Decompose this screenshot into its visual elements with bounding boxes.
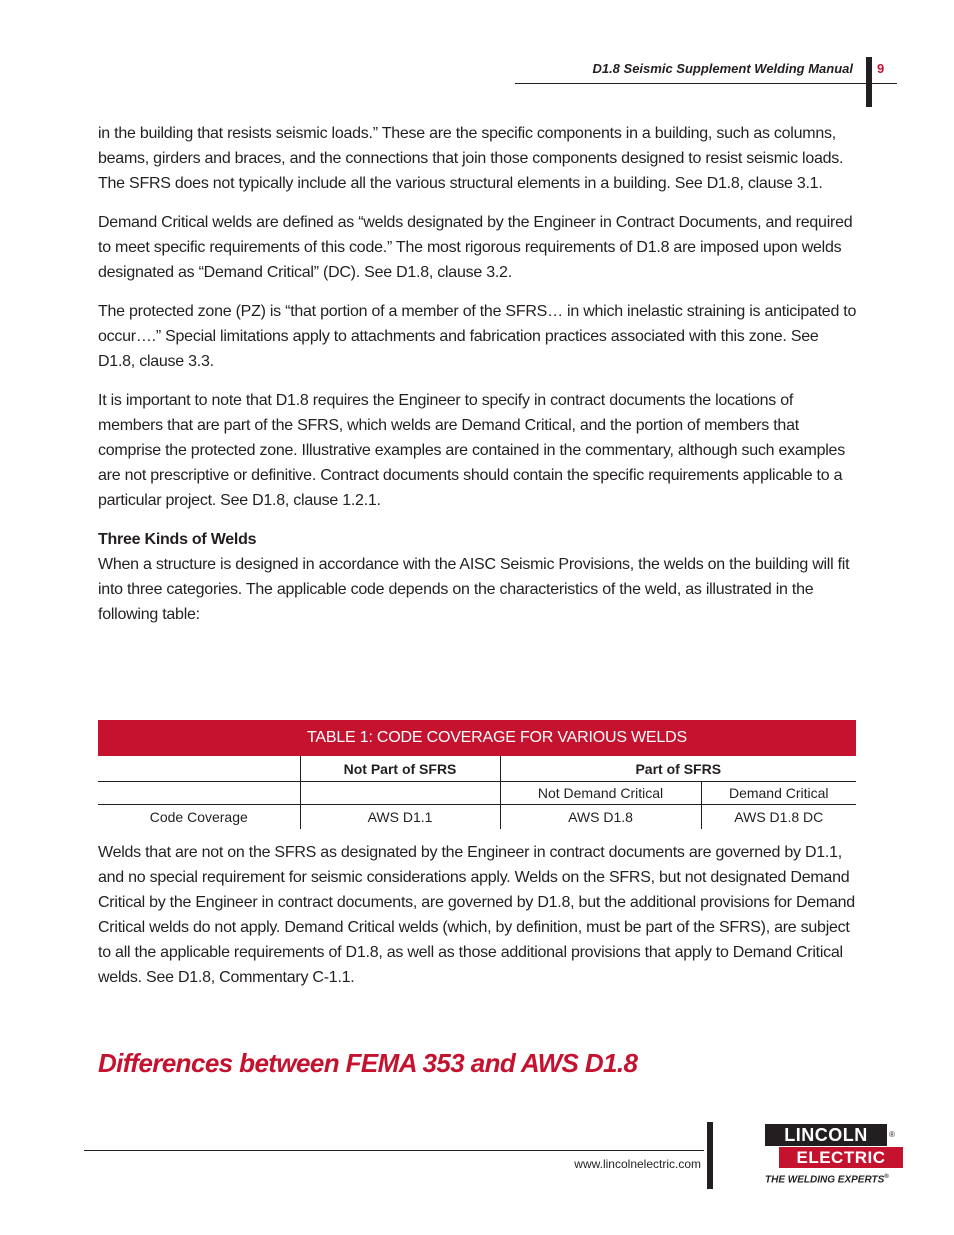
paragraph-three-kinds: When a structure is designed in accordance with the AISC Seismic Provisions, the welds on the building will fit into three categories. The applicable code depends on the characteristics of the weld, as illustrated in the following table: xyxy=(98,556,850,623)
table-cell-empty xyxy=(300,782,500,805)
three-kinds-section xyxy=(98,527,858,627)
code-coverage-table xyxy=(98,720,856,829)
cell-aws-d1-8: AWS D1.8 xyxy=(500,805,701,830)
table-cell-empty xyxy=(98,756,300,782)
lincoln-electric-logo xyxy=(765,1124,910,1190)
footer-bar xyxy=(707,1122,713,1189)
table-row xyxy=(98,805,856,830)
table-title: TABLE 1: CODE COVERAGE FOR VARIOUS WELDS xyxy=(98,720,856,756)
header-part-of-sfrs: Part of SFRS xyxy=(500,756,856,782)
table-subheader-row xyxy=(98,782,856,805)
footer-url[interactable]: www.lincolnelectric.com xyxy=(574,1157,701,1171)
body-content xyxy=(98,121,858,641)
manual-title: D1.8 Seismic Supplement Welding Manual xyxy=(592,61,853,76)
paragraph-demand-critical: Demand Critical welds are defined as “welds designated by the Engineer in Contract Documents, and required to meet specific requirements of this code.” The most rigorous requirements of D1.8 are imposed upon welds designated as “Demand Critical” (DC). See D1.8, clause 3.2. xyxy=(98,214,853,281)
header-not-part-of-sfrs: Not Part of SFRS xyxy=(300,756,500,782)
paragraph-sfrs: in the building that resists seismic loads.” These are the specific components in a building, such as columns, beams, girders and braces, and the connections that join those components designed to resist seismic loads. The SFRS does not typically include all the various structural elements in a building. See D1.8, clause 3.1. xyxy=(98,125,844,192)
logo-electric: ELECTRIC xyxy=(779,1147,903,1168)
table-cell-empty xyxy=(98,782,300,805)
header-bar xyxy=(866,57,872,107)
subheader-demand-critical: Demand Critical xyxy=(701,782,856,805)
table-grid xyxy=(98,756,856,829)
paragraph-contract-documents: It is important to note that D1.8 requires the Engineer to specify in contract documents the locations of members that are part of the SFRS, which welds are Demand Critical, and the portion of members that comprise the protected zone. Illustrative examples are contained in the commentary, although such examples are not prescriptive or definitive. Contract documents should contain the specific requirements applicable to a particular project. See D1.8, clause 1.2.1. xyxy=(98,392,845,509)
table-header-row xyxy=(98,756,856,782)
subheading-three-kinds: Three Kinds of Welds xyxy=(98,531,257,548)
logo-lincoln: LINCOLN xyxy=(765,1124,887,1146)
cell-aws-d1-1: AWS D1.1 xyxy=(300,805,500,830)
logo-tagline-text: THE WELDING EXPERTS xyxy=(765,1174,885,1186)
after-table-content xyxy=(98,840,858,1004)
cell-aws-d1-8-dc: AWS D1.8 DC xyxy=(701,805,856,830)
subheader-not-demand-critical: Not Demand Critical xyxy=(500,782,701,805)
row-label-code-coverage: Code Coverage xyxy=(149,809,248,825)
page-number: 9 xyxy=(877,61,885,76)
paragraph-protected-zone: The protected zone (PZ) is “that portion of a member of the SFRS… in which inelastic straining is anticipated to occur….” Special limitations apply to attachments and fabrication practices associated with this zone. See D1.8, clause 3.3. xyxy=(98,303,857,370)
paragraph-weld-governance: Welds that are not on the SFRS as designated by the Engineer in contract documents are governed by D1.1, and no special requirement for seismic considerations apply. Welds on the SFRS, but not designated Demand Critical by the Engineer in contract documents, are governed by D1.8, but the additional provisions for Demand Critical welds do not apply. Demand Critical welds (which, by definition, must be part of the SFRS), are subject to all the applicable requirements of D1.8, as well as those additional provisions that apply to Demand Critical welds. See D1.8, Commentary C-1.1. xyxy=(98,844,855,986)
footer-rule xyxy=(84,1150,704,1151)
section-heading: Differences between FEMA 353 and AWS D1.8 xyxy=(98,1048,638,1078)
header-rule xyxy=(515,83,897,84)
logo-registered-mark: ® xyxy=(889,1130,895,1139)
logo-tagline: THE WELDING EXPERTS® xyxy=(765,1174,889,1186)
